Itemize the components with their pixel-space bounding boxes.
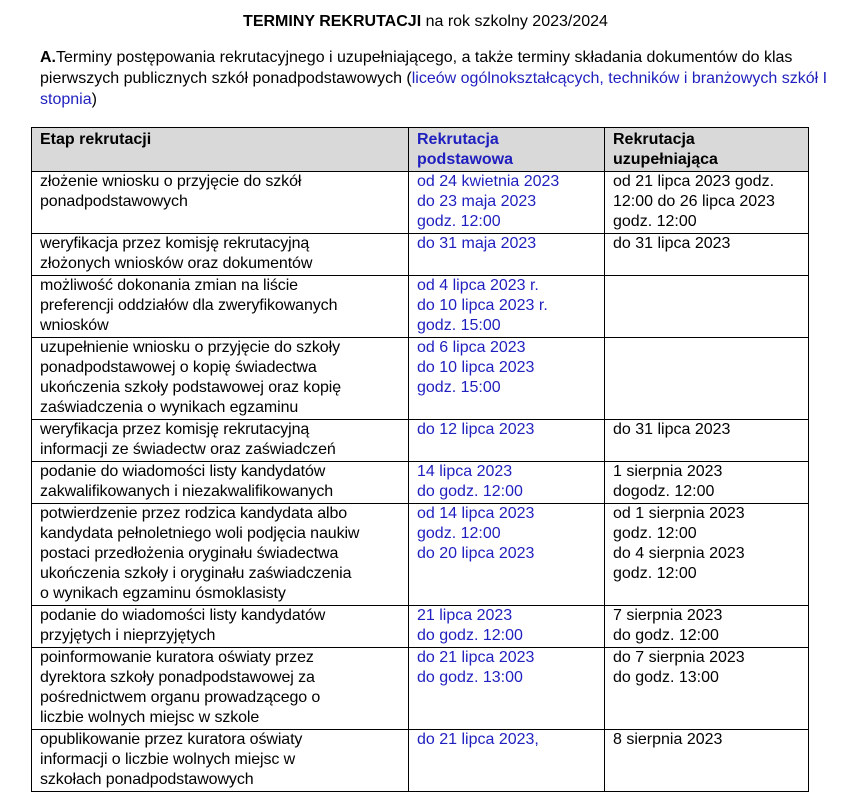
- stage-cell: [32, 504, 409, 606]
- cell-line: uzupełnienie wniosku o przyjęcie do szkoły: [40, 339, 340, 356]
- cell-line: ukończenia szkoły podstawowej oraz kopię: [40, 379, 342, 396]
- cell-line: do 12 lipca 2023: [417, 421, 535, 438]
- supplementary-date-cell: [605, 648, 809, 730]
- recruitment-schedule-table: [31, 127, 809, 792]
- basic-date-cell: [409, 730, 605, 792]
- cell-line: do 31 lipca 2023: [613, 235, 731, 252]
- cell-line: do godz. 13:00: [417, 669, 523, 686]
- supplementary-date-cell: [605, 338, 809, 420]
- cell-line: pośrednictwem organu prowadzącego o: [40, 689, 321, 706]
- cell-line: 8 sierpnia 2023: [613, 731, 723, 748]
- cell-line: zaświadczenia o wynikach egzaminu: [40, 399, 299, 416]
- cell-line: do godz. 12:00: [417, 627, 523, 644]
- cell-line: do 4 sierpnia 2023: [613, 545, 745, 562]
- header-stage: Etap rekrutacji: [32, 128, 409, 172]
- header-basic-recruitment: Rekrutacja podstawowa: [409, 128, 605, 172]
- table-header-row: [32, 128, 809, 172]
- cell-line: dogodz. 12:00: [613, 483, 715, 500]
- cell-line: kandydata pełnoletniego woli podjęcia naukiw: [40, 525, 360, 542]
- cell-line: godz. 12:00: [417, 525, 501, 542]
- basic-date-cell: [409, 338, 605, 420]
- basic-date-cell: [409, 172, 605, 234]
- table-row: [32, 504, 809, 606]
- cell-line: 21 lipca 2023: [417, 607, 513, 624]
- intro-school-types: liceów ogólnokształcących, techników i branżowych szkół I stopnia: [40, 70, 828, 108]
- cell-line: wniosków: [40, 317, 109, 334]
- cell-line: do 10 lipca 2023: [417, 359, 535, 376]
- cell-line: 12:00 do 26 lipca 2023: [613, 193, 775, 210]
- stage-cell: [32, 420, 409, 462]
- cell-line: ukończenia szkoły i oryginału zaświadczenia: [40, 565, 352, 582]
- stage-cell: [32, 648, 409, 730]
- cell-line: od 14 lipca 2023: [417, 505, 535, 522]
- cell-line: od 21 lipca 2023 godz.: [613, 173, 775, 190]
- supplementary-date-cell: [605, 172, 809, 234]
- cell-line: od 6 lipca 2023: [417, 339, 526, 356]
- cell-line: do 7 sierpnia 2023: [613, 649, 745, 666]
- cell-line: przyjętych i nieprzyjętych: [40, 627, 216, 644]
- cell-line: weryfikacja przez komisję rekrutacyjną: [40, 235, 310, 252]
- cell-line: godz. 12:00: [613, 213, 697, 230]
- cell-line: do 20 lipca 2023: [417, 545, 535, 562]
- cell-line: o wynikach egzaminu ósmoklasisty: [40, 585, 286, 602]
- table-row: [32, 420, 809, 462]
- supplementary-date-cell: [605, 420, 809, 462]
- supplementary-date-cell: [605, 462, 809, 504]
- stage-cell: [32, 172, 409, 234]
- supplementary-date-cell: [605, 730, 809, 792]
- intro-end: ): [91, 91, 97, 108]
- cell-line: preferencji oddziałów dla zweryfikowanych: [40, 297, 338, 314]
- table-row: [32, 730, 809, 792]
- cell-line: podanie do wiadomości listy kandydatów: [40, 607, 326, 624]
- table-row: [32, 462, 809, 504]
- cell-line: szkołach ponadpodstawowych: [40, 771, 254, 788]
- cell-line: zakwalifikowanych i niezakwalifikowanych: [40, 483, 334, 500]
- stage-cell: [32, 606, 409, 648]
- cell-line: poinformowanie kuratora oświaty przez: [40, 649, 314, 666]
- table-row: [32, 648, 809, 730]
- cell-line: do godz. 13:00: [613, 669, 719, 686]
- header-supplementary-recruitment: Rekrutacja uzupełniająca: [605, 128, 809, 172]
- cell-line: ponadpodstawowej o kopię świadectwa: [40, 359, 317, 376]
- cell-line: do godz. 12:00: [417, 483, 523, 500]
- cell-line: godz. 12:00: [613, 525, 697, 542]
- table-row: [32, 338, 809, 420]
- cell-line: złożonych wniosków oraz dokumentów: [40, 255, 313, 272]
- basic-date-cell: [409, 462, 605, 504]
- cell-line: złożenie wniosku o przyjęcie do szkół: [40, 173, 302, 190]
- table-row: [32, 172, 809, 234]
- cell-line: do 21 lipca 2023,: [417, 731, 539, 748]
- supplementary-date-cell: [605, 606, 809, 648]
- cell-line: 1 sierpnia 2023: [613, 463, 723, 480]
- cell-line: godz. 15:00: [417, 317, 501, 334]
- cell-line: postaci przedłożenia oryginału świadectwa: [40, 545, 339, 562]
- supplementary-date-cell: [605, 276, 809, 338]
- cell-line: ponadpodstawowych: [40, 193, 188, 210]
- stage-cell: [32, 338, 409, 420]
- cell-line: 14 lipca 2023: [417, 463, 513, 480]
- section-marker: A.: [40, 49, 56, 66]
- document-title: [0, 12, 851, 32]
- intro-text: Terminy postępowania rekrutacyjnego i uzupełniającego, a także terminy składania dokumentów do klas pierwszych publicznych szkół ponadpodstawowych (: [40, 49, 793, 87]
- supplementary-date-cell: [605, 504, 809, 606]
- cell-line: do 23 maja 2023: [417, 193, 537, 210]
- basic-date-cell: [409, 648, 605, 730]
- cell-line: od 24 kwietnia 2023: [417, 173, 560, 190]
- supplementary-date-cell: [605, 234, 809, 276]
- table-body: [32, 172, 809, 792]
- table-row: [32, 606, 809, 648]
- cell-line: możliwość dokonania zmian na liście: [40, 277, 298, 294]
- cell-line: od 1 sierpnia 2023: [613, 505, 745, 522]
- basic-date-cell: [409, 420, 605, 462]
- cell-line: godz. 12:00: [613, 565, 697, 582]
- cell-line: opublikowanie przez kuratora oświaty: [40, 731, 303, 748]
- basic-date-cell: [409, 276, 605, 338]
- cell-line: liczbie wolnych miejsc w szkole: [40, 709, 260, 726]
- cell-line: dyrektora szkoły ponadpodstawowej za: [40, 669, 315, 686]
- cell-line: od 4 lipca 2023 r.: [417, 277, 539, 294]
- cell-line: do godz. 12:00: [613, 627, 719, 644]
- stage-cell: [32, 234, 409, 276]
- stage-cell: [32, 730, 409, 792]
- table-row: [32, 276, 809, 338]
- cell-line: do 10 lipca 2023 r.: [417, 297, 548, 314]
- title-rest: na rok szkolny 2023/2024: [421, 13, 608, 30]
- cell-line: informacji o liczbie wolnych miejsc w: [40, 751, 296, 768]
- cell-line: godz. 15:00: [417, 379, 501, 396]
- section-intro: [40, 47, 830, 110]
- cell-line: podanie do wiadomości listy kandydatów: [40, 463, 326, 480]
- title-bold: TERMINY REKRUTACJI: [243, 13, 422, 30]
- cell-line: godz. 12:00: [417, 213, 501, 230]
- cell-line: weryfikacja przez komisję rekrutacyjną: [40, 421, 310, 438]
- cell-line: 7 sierpnia 2023: [613, 607, 723, 624]
- table-row: [32, 234, 809, 276]
- cell-line: do 31 lipca 2023: [613, 421, 731, 438]
- cell-line: potwierdzenie przez rodzica kandydata albo: [40, 505, 348, 522]
- cell-line: informacji ze świadectw oraz zaświadczeń: [40, 441, 336, 458]
- basic-date-cell: [409, 606, 605, 648]
- stage-cell: [32, 276, 409, 338]
- basic-date-cell: [409, 234, 605, 276]
- basic-date-cell: [409, 504, 605, 606]
- stage-cell: [32, 462, 409, 504]
- cell-line: do 31 maja 2023: [417, 235, 537, 252]
- cell-line: do 21 lipca 2023: [417, 649, 535, 666]
